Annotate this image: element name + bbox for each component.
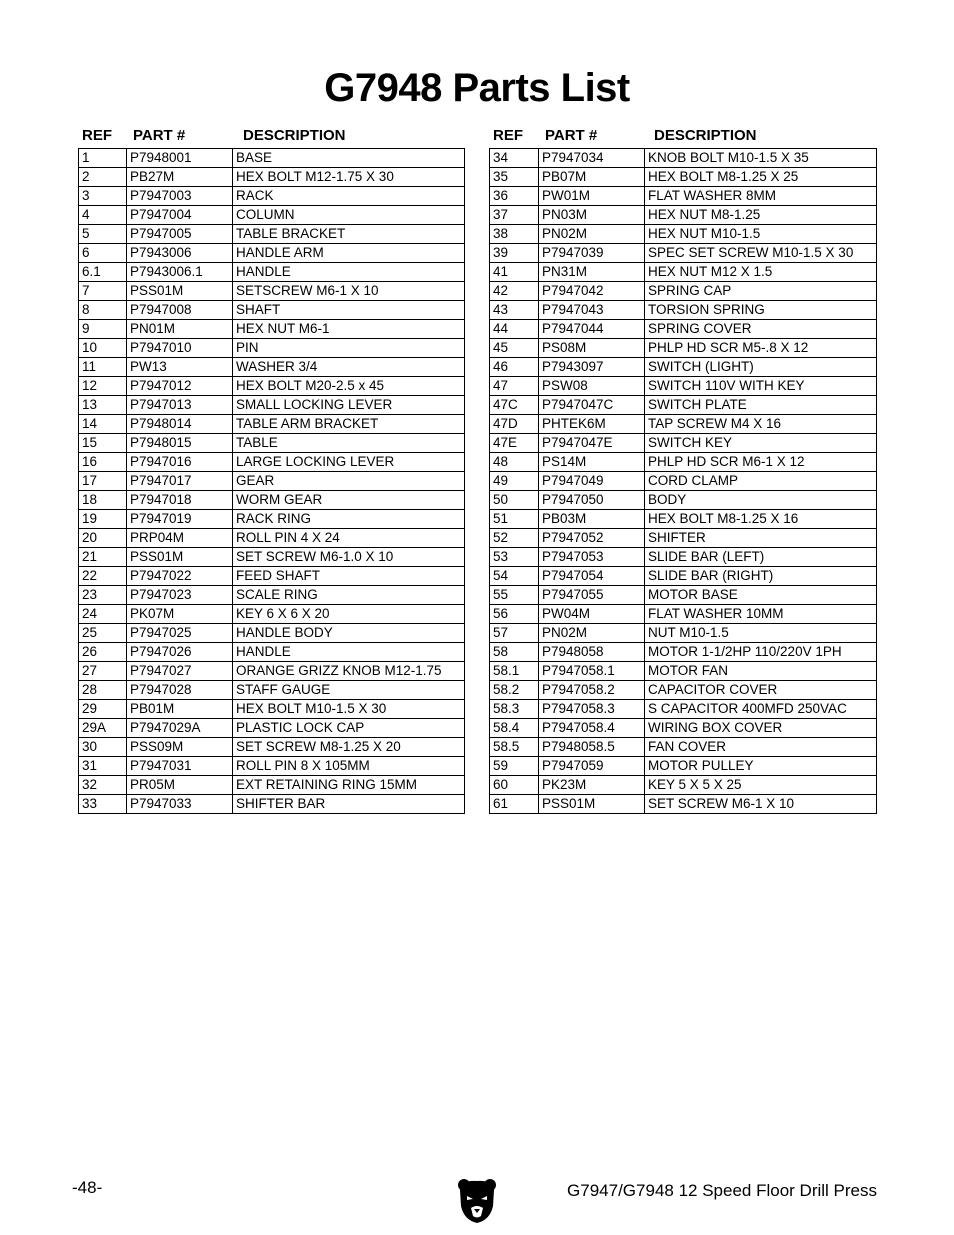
part-number-cell: P7947058.2 — [539, 681, 645, 700]
part-number-cell: P7947012 — [127, 377, 233, 396]
part-number-cell: P7947050 — [539, 491, 645, 510]
description-cell: KEY 6 X 6 X 20 — [233, 605, 465, 624]
table-row — [490, 510, 877, 529]
part-number-cell: P7948058.5 — [539, 738, 645, 757]
part-number-cell: PSS01M — [127, 282, 233, 301]
ref-cell: 47E — [490, 434, 539, 453]
ref-cell: 13 — [79, 396, 127, 415]
ref-cell: 3 — [79, 187, 127, 206]
ref-cell: 55 — [490, 586, 539, 605]
table-row — [490, 567, 877, 586]
description-cell: FEED SHAFT — [233, 567, 465, 586]
ref-cell: 31 — [79, 757, 127, 776]
ref-cell: 58.2 — [490, 681, 539, 700]
part-number-cell: P7947029A — [127, 719, 233, 738]
description-cell: LARGE LOCKING LEVER — [233, 453, 465, 472]
description-cell: SHIFTER BAR — [233, 795, 465, 814]
description-cell: TABLE BRACKET — [233, 225, 465, 244]
description-cell: HEX NUT M8-1.25 — [645, 206, 877, 225]
description-cell: WIRING BOX COVER — [645, 719, 877, 738]
description-cell: HANDLE BODY — [233, 624, 465, 643]
table-row — [490, 149, 877, 168]
ref-cell: 33 — [79, 795, 127, 814]
description-cell: SPRING CAP — [645, 282, 877, 301]
ref-cell: 58.1 — [490, 662, 539, 681]
part-number-cell: PK23M — [539, 776, 645, 795]
ref-cell: 5 — [79, 225, 127, 244]
part-number-cell: P7947008 — [127, 301, 233, 320]
table-row — [490, 681, 877, 700]
table-row — [490, 605, 877, 624]
parts-table-right — [489, 126, 877, 814]
description-cell: HEX BOLT M8-1.25 X 25 — [645, 168, 877, 187]
part-number-cell: P7947033 — [127, 795, 233, 814]
table-row — [490, 396, 877, 415]
description-cell: PHLP HD SCR M5-.8 X 12 — [645, 339, 877, 358]
ref-cell: 16 — [79, 453, 127, 472]
table-row — [490, 548, 877, 567]
description-cell: ORANGE GRIZZ KNOB M12-1.75 — [233, 662, 465, 681]
table-row — [490, 282, 877, 301]
ref-cell: 48 — [490, 453, 539, 472]
ref-cell: 47 — [490, 377, 539, 396]
ref-cell: 50 — [490, 491, 539, 510]
part-number-cell: PRP04M — [127, 529, 233, 548]
ref-cell: 44 — [490, 320, 539, 339]
description-cell: RACK — [233, 187, 465, 206]
table-row — [79, 244, 465, 263]
description-cell: BODY — [645, 491, 877, 510]
part-number-cell: P7947055 — [539, 586, 645, 605]
table-row — [490, 434, 877, 453]
table-row — [490, 719, 877, 738]
ref-cell: 58.4 — [490, 719, 539, 738]
ref-cell: 47D — [490, 415, 539, 434]
ref-cell: 58.5 — [490, 738, 539, 757]
part-number-cell: P7947028 — [127, 681, 233, 700]
part-number-cell: PSS01M — [539, 795, 645, 814]
description-cell: HANDLE — [233, 263, 465, 282]
description-cell: SPRING COVER — [645, 320, 877, 339]
table-row — [490, 529, 877, 548]
table-row — [79, 377, 465, 396]
table-row — [79, 434, 465, 453]
table-row — [490, 624, 877, 643]
table-row — [79, 320, 465, 339]
description-cell: HANDLE — [233, 643, 465, 662]
table-row — [490, 187, 877, 206]
parts-table — [78, 148, 465, 814]
ref-cell: 23 — [79, 586, 127, 605]
table-row — [490, 206, 877, 225]
part-number-cell: P7948058 — [539, 643, 645, 662]
description-cell: TORSION SPRING — [645, 301, 877, 320]
description-cell: SLIDE BAR (LEFT) — [645, 548, 877, 567]
table-row — [490, 244, 877, 263]
table-row — [79, 149, 465, 168]
table-row — [490, 453, 877, 472]
part-number-cell: P7947044 — [539, 320, 645, 339]
description-cell: S CAPACITOR 400MFD 250VAC — [645, 700, 877, 719]
table-row — [79, 206, 465, 225]
part-number-cell: P7947010 — [127, 339, 233, 358]
ref-cell: 43 — [490, 301, 539, 320]
part-number-cell: P7947047E — [539, 434, 645, 453]
ref-cell: 10 — [79, 339, 127, 358]
description-cell: PIN — [233, 339, 465, 358]
table-row — [490, 662, 877, 681]
description-cell: SHIFTER — [645, 529, 877, 548]
part-number-cell: P7947058.1 — [539, 662, 645, 681]
table-row — [490, 225, 877, 244]
description-cell: MOTOR FAN — [645, 662, 877, 681]
table-row — [79, 605, 465, 624]
description-cell: PHLP HD SCR M6-1 X 12 — [645, 453, 877, 472]
description-cell: HEX BOLT M10-1.5 X 30 — [233, 700, 465, 719]
ref-cell: 8 — [79, 301, 127, 320]
ref-cell: 38 — [490, 225, 539, 244]
description-cell: ROLL PIN 8 X 105MM — [233, 757, 465, 776]
part-number-cell: P7948015 — [127, 434, 233, 453]
ref-cell: 21 — [79, 548, 127, 567]
description-cell: NUT M10-1.5 — [645, 624, 877, 643]
description-cell: SET SCREW M6-1.0 X 10 — [233, 548, 465, 567]
ref-cell: 58 — [490, 643, 539, 662]
part-number-cell: PSS09M — [127, 738, 233, 757]
table-row — [490, 700, 877, 719]
description-cell: HEX NUT M6-1 — [233, 320, 465, 339]
table-row — [490, 472, 877, 491]
ref-cell: 61 — [490, 795, 539, 814]
ref-cell: 49 — [490, 472, 539, 491]
part-number-cell: P7947025 — [127, 624, 233, 643]
description-cell: SET SCREW M8-1.25 X 20 — [233, 738, 465, 757]
description-cell: STAFF GAUGE — [233, 681, 465, 700]
table-row — [79, 529, 465, 548]
ref-cell: 29A — [79, 719, 127, 738]
description-cell: SWITCH (LIGHT) — [645, 358, 877, 377]
table-row — [79, 339, 465, 358]
table-row — [490, 738, 877, 757]
ref-cell: 12 — [79, 377, 127, 396]
table-row — [79, 453, 465, 472]
part-number-cell: P7947052 — [539, 529, 645, 548]
table-row — [79, 301, 465, 320]
table-header — [489, 126, 877, 148]
description-cell: SWITCH KEY — [645, 434, 877, 453]
description-cell: HEX BOLT M8-1.25 X 16 — [645, 510, 877, 529]
description-cell: BASE — [233, 149, 465, 168]
grizzly-bear-logo-icon — [456, 1176, 498, 1224]
description-cell: EXT RETAINING RING 15MM — [233, 776, 465, 795]
description-cell: SWITCH PLATE — [645, 396, 877, 415]
part-number-cell: PN01M — [127, 320, 233, 339]
ref-cell: 6.1 — [79, 263, 127, 282]
table-row — [79, 719, 465, 738]
ref-cell: 47C — [490, 396, 539, 415]
ref-cell: 52 — [490, 529, 539, 548]
description-cell: MOTOR BASE — [645, 586, 877, 605]
part-number-cell: P7947043 — [539, 301, 645, 320]
ref-cell: 30 — [79, 738, 127, 757]
part-number-cell: PB03M — [539, 510, 645, 529]
ref-cell: 20 — [79, 529, 127, 548]
part-number-cell: P7943006 — [127, 244, 233, 263]
table-row — [490, 491, 877, 510]
ref-header: REF — [82, 127, 112, 144]
ref-cell: 6 — [79, 244, 127, 263]
ref-cell: 19 — [79, 510, 127, 529]
ref-cell: 15 — [79, 434, 127, 453]
ref-cell: 34 — [490, 149, 539, 168]
part-number-cell: P7948014 — [127, 415, 233, 434]
ref-cell: 54 — [490, 567, 539, 586]
part-number-cell: P7947017 — [127, 472, 233, 491]
description-cell: FLAT WASHER 10MM — [645, 605, 877, 624]
table-row — [79, 263, 465, 282]
description-cell: FAN COVER — [645, 738, 877, 757]
table-row — [79, 757, 465, 776]
part-number-cell: P7947049 — [539, 472, 645, 491]
ref-cell: 39 — [490, 244, 539, 263]
part-number-cell: P7947013 — [127, 396, 233, 415]
ref-cell: 11 — [79, 358, 127, 377]
table-row — [79, 548, 465, 567]
description-cell: HANDLE ARM — [233, 244, 465, 263]
parts-table — [489, 148, 877, 814]
ref-cell: 56 — [490, 605, 539, 624]
ref-cell: 7 — [79, 282, 127, 301]
description-cell: SHAFT — [233, 301, 465, 320]
table-row — [79, 643, 465, 662]
ref-cell: 57 — [490, 624, 539, 643]
table-row — [79, 586, 465, 605]
ref-cell: 2 — [79, 168, 127, 187]
table-row — [490, 339, 877, 358]
description-cell: CORD CLAMP — [645, 472, 877, 491]
description-cell: SETSCREW M6-1 X 10 — [233, 282, 465, 301]
ref-cell: 4 — [79, 206, 127, 225]
description-cell: SPEC SET SCREW M10-1.5 X 30 — [645, 244, 877, 263]
description-cell: CAPACITOR COVER — [645, 681, 877, 700]
part-number-cell: P7947026 — [127, 643, 233, 662]
table-row — [79, 187, 465, 206]
manual-title: G7947/G7948 12 Speed Floor Drill Press — [567, 1181, 877, 1200]
ref-cell: 46 — [490, 358, 539, 377]
table-row — [79, 225, 465, 244]
part-number-cell: PW04M — [539, 605, 645, 624]
part-number-cell: P7947042 — [539, 282, 645, 301]
page-number: -48- — [72, 1178, 103, 1197]
ref-cell: 24 — [79, 605, 127, 624]
description-cell: HEX NUT M12 X 1.5 — [645, 263, 877, 282]
description-cell: MOTOR PULLEY — [645, 757, 877, 776]
table-row — [79, 700, 465, 719]
ref-cell: 1 — [79, 149, 127, 168]
part-number-cell: P7947016 — [127, 453, 233, 472]
table-row — [79, 624, 465, 643]
description-cell: KEY 5 X 5 X 25 — [645, 776, 877, 795]
table-row — [490, 757, 877, 776]
description-header: DESCRIPTION — [243, 127, 346, 144]
part-number-cell: P7947034 — [539, 149, 645, 168]
table-header — [78, 126, 465, 148]
table-row — [79, 491, 465, 510]
description-cell: WASHER 3/4 — [233, 358, 465, 377]
part-number-cell: PS14M — [539, 453, 645, 472]
ref-cell: 27 — [79, 662, 127, 681]
part-number-cell: P7947031 — [127, 757, 233, 776]
part-number-cell: P7947054 — [539, 567, 645, 586]
table-row — [79, 662, 465, 681]
table-row — [79, 415, 465, 434]
ref-header: REF — [493, 127, 523, 144]
table-row — [79, 795, 465, 814]
part-number-cell: P7947058.4 — [539, 719, 645, 738]
parts-table-left — [78, 126, 465, 814]
table-row — [79, 776, 465, 795]
description-header: DESCRIPTION — [654, 127, 757, 144]
description-cell: GEAR — [233, 472, 465, 491]
description-cell: SMALL LOCKING LEVER — [233, 396, 465, 415]
description-cell: FLAT WASHER 8MM — [645, 187, 877, 206]
part-number-cell: P7947003 — [127, 187, 233, 206]
table-row — [490, 795, 877, 814]
ref-cell: 45 — [490, 339, 539, 358]
description-cell: SCALE RING — [233, 586, 465, 605]
part-header: PART # — [545, 127, 598, 144]
description-cell: HEX BOLT M12-1.75 X 30 — [233, 168, 465, 187]
table-row — [79, 472, 465, 491]
description-cell: TAP SCREW M4 X 16 — [645, 415, 877, 434]
part-number-cell: P7947019 — [127, 510, 233, 529]
ref-cell: 29 — [79, 700, 127, 719]
part-number-cell: PW13 — [127, 358, 233, 377]
part-number-cell: P7947053 — [539, 548, 645, 567]
ref-cell: 42 — [490, 282, 539, 301]
part-number-cell: PN03M — [539, 206, 645, 225]
part-number-cell: P7943097 — [539, 358, 645, 377]
table-row — [79, 681, 465, 700]
description-cell: RACK RING — [233, 510, 465, 529]
table-row — [79, 510, 465, 529]
part-number-cell: PN02M — [539, 624, 645, 643]
part-number-cell: PB01M — [127, 700, 233, 719]
table-row — [79, 282, 465, 301]
part-number-cell: PS08M — [539, 339, 645, 358]
part-number-cell: PN31M — [539, 263, 645, 282]
description-cell: SLIDE BAR (RIGHT) — [645, 567, 877, 586]
description-cell: ROLL PIN 4 X 24 — [233, 529, 465, 548]
part-number-cell: P7948001 — [127, 149, 233, 168]
ref-cell: 36 — [490, 187, 539, 206]
table-row — [79, 567, 465, 586]
table-row — [490, 320, 877, 339]
ref-cell: 26 — [79, 643, 127, 662]
part-number-cell: PB07M — [539, 168, 645, 187]
description-cell: MOTOR 1-1/2HP 110/220V 1PH — [645, 643, 877, 662]
ref-cell: 58.3 — [490, 700, 539, 719]
table-row — [79, 168, 465, 187]
table-row — [490, 358, 877, 377]
part-number-cell: P7947023 — [127, 586, 233, 605]
table-row — [490, 263, 877, 282]
part-number-cell: PHTEK6M — [539, 415, 645, 434]
ref-cell: 60 — [490, 776, 539, 795]
table-row — [490, 776, 877, 795]
ref-cell: 35 — [490, 168, 539, 187]
ref-cell: 9 — [79, 320, 127, 339]
ref-cell: 25 — [79, 624, 127, 643]
part-number-cell: PSS01M — [127, 548, 233, 567]
ref-cell: 22 — [79, 567, 127, 586]
part-header: PART # — [133, 127, 186, 144]
ref-cell: 59 — [490, 757, 539, 776]
ref-cell: 51 — [490, 510, 539, 529]
part-number-cell: PW01M — [539, 187, 645, 206]
table-row — [490, 168, 877, 187]
description-cell: SET SCREW M6-1 X 10 — [645, 795, 877, 814]
part-number-cell: P7947027 — [127, 662, 233, 681]
description-cell: WORM GEAR — [233, 491, 465, 510]
table-row — [490, 377, 877, 396]
part-number-cell: P7947018 — [127, 491, 233, 510]
table-row — [79, 738, 465, 757]
ref-cell: 41 — [490, 263, 539, 282]
description-cell: TABLE — [233, 434, 465, 453]
part-number-cell: P7947004 — [127, 206, 233, 225]
table-row — [490, 301, 877, 320]
part-number-cell: PR05M — [127, 776, 233, 795]
part-number-cell: PK07M — [127, 605, 233, 624]
description-cell: SWITCH 110V WITH KEY — [645, 377, 877, 396]
part-number-cell: PB27M — [127, 168, 233, 187]
description-cell: TABLE ARM BRACKET — [233, 415, 465, 434]
part-number-cell: P7947047C — [539, 396, 645, 415]
part-number-cell: P7947039 — [539, 244, 645, 263]
part-number-cell: PSW08 — [539, 377, 645, 396]
part-number-cell: P7947022 — [127, 567, 233, 586]
ref-cell: 17 — [79, 472, 127, 491]
table-row — [490, 586, 877, 605]
table-row — [490, 643, 877, 662]
part-number-cell: P7947058.3 — [539, 700, 645, 719]
part-number-cell: P7947059 — [539, 757, 645, 776]
description-cell: COLUMN — [233, 206, 465, 225]
ref-cell: 37 — [490, 206, 539, 225]
description-cell: HEX NUT M10-1.5 — [645, 225, 877, 244]
description-cell: KNOB BOLT M10-1.5 X 35 — [645, 149, 877, 168]
part-number-cell: P7947005 — [127, 225, 233, 244]
ref-cell: 28 — [79, 681, 127, 700]
table-row — [79, 358, 465, 377]
page-title: G7948 Parts List — [324, 66, 630, 110]
description-cell: HEX BOLT M20-2.5 x 45 — [233, 377, 465, 396]
table-row — [490, 415, 877, 434]
ref-cell: 18 — [79, 491, 127, 510]
ref-cell: 14 — [79, 415, 127, 434]
part-number-cell: P7943006.1 — [127, 263, 233, 282]
part-number-cell: PN02M — [539, 225, 645, 244]
table-row — [79, 396, 465, 415]
ref-cell: 32 — [79, 776, 127, 795]
description-cell: PLASTIC LOCK CAP — [233, 719, 465, 738]
ref-cell: 53 — [490, 548, 539, 567]
